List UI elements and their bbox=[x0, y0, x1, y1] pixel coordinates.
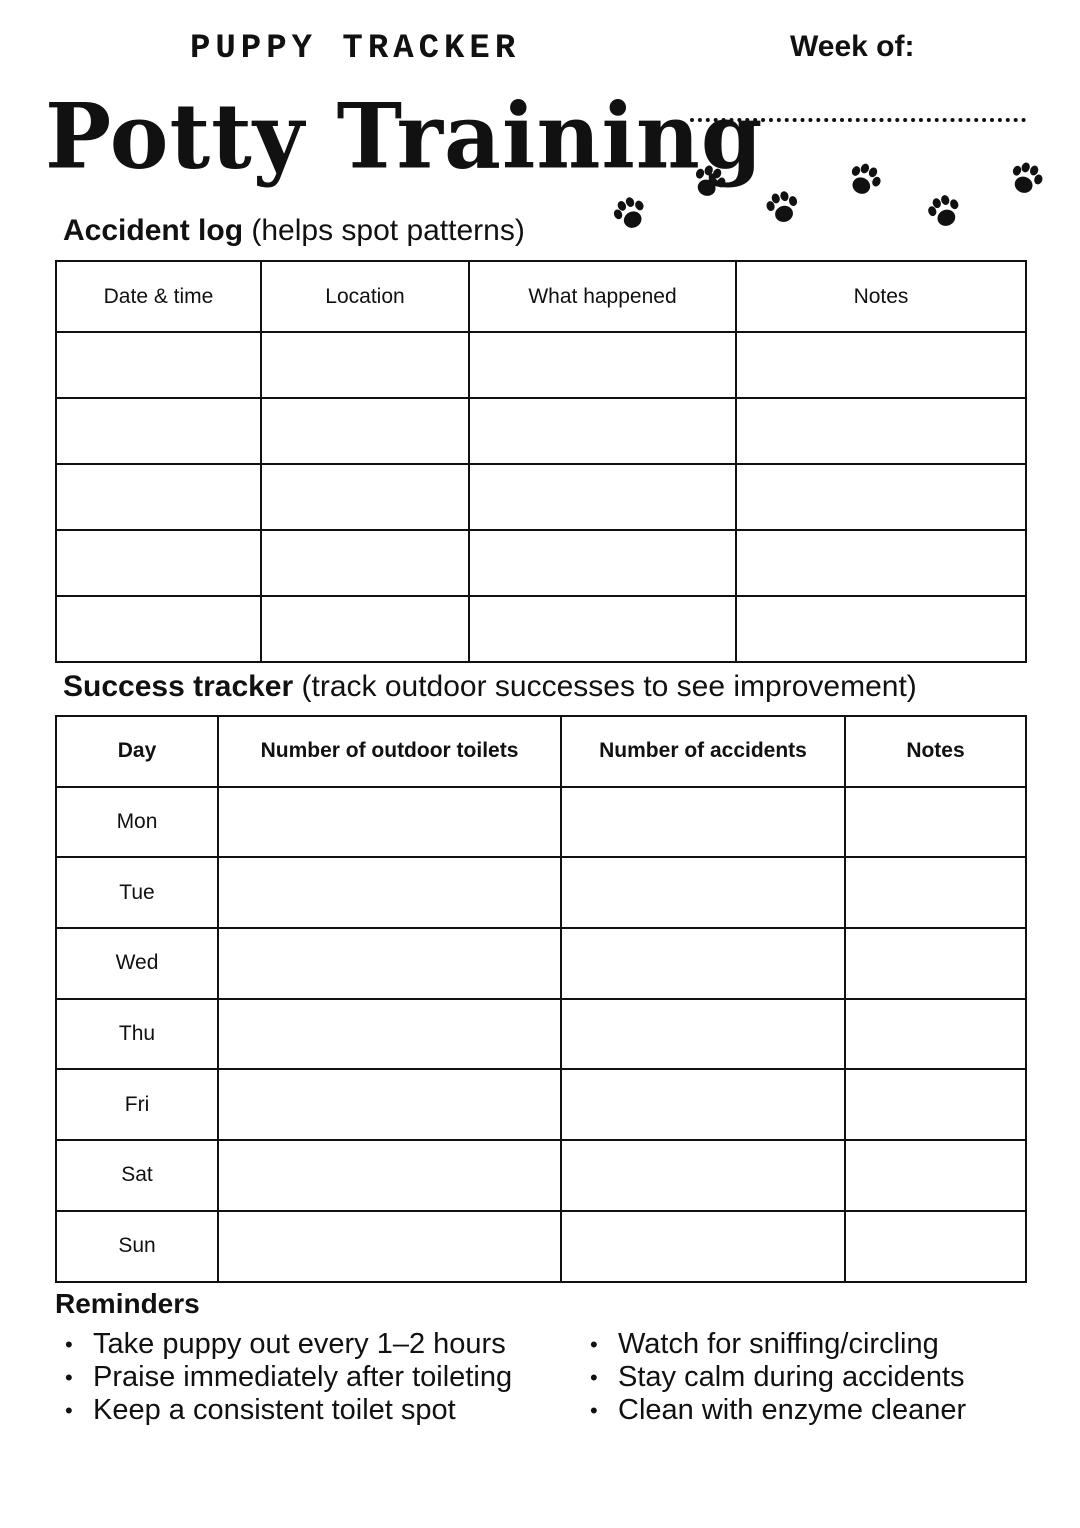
outdoor-toilets-cell[interactable] bbox=[218, 999, 561, 1070]
notes-cell[interactable] bbox=[845, 857, 1026, 928]
outdoor-toilets-cell[interactable] bbox=[218, 857, 561, 928]
accident-log-heading-title: Accident log bbox=[63, 214, 244, 247]
notes-cell[interactable] bbox=[736, 530, 1026, 596]
notes-cell[interactable] bbox=[845, 1069, 1026, 1140]
column-header-date-time: Date & time bbox=[56, 261, 261, 332]
day-cell: Sat bbox=[56, 1140, 218, 1211]
location-cell[interactable] bbox=[261, 530, 469, 596]
table-row bbox=[56, 857, 1026, 928]
notes-cell[interactable] bbox=[736, 464, 1026, 530]
table-row bbox=[56, 787, 1026, 858]
date-time-cell[interactable] bbox=[56, 530, 261, 596]
list-item: • Keep a consistent toilet spot bbox=[93, 1394, 613, 1427]
what-happened-cell[interactable] bbox=[469, 464, 736, 530]
table-row bbox=[56, 1211, 1026, 1282]
outdoor-toilets-cell[interactable] bbox=[218, 1211, 561, 1282]
table-row bbox=[56, 398, 1026, 464]
paw-prints bbox=[600, 150, 1060, 240]
day-cell: Thu bbox=[56, 999, 218, 1070]
column-header-day: Day bbox=[56, 716, 218, 787]
list-item: • Watch for sniffing/circling bbox=[618, 1328, 1080, 1361]
column-header-notes: Notes bbox=[736, 261, 1026, 332]
week-of-label: Week of: bbox=[790, 30, 915, 63]
table-row bbox=[56, 1069, 1026, 1140]
outdoor-toilets-cell[interactable] bbox=[218, 787, 561, 858]
date-time-cell[interactable] bbox=[56, 596, 261, 662]
accident-log-heading bbox=[63, 214, 525, 248]
success-tracker-heading bbox=[63, 670, 917, 704]
outdoor-toilets-cell[interactable] bbox=[218, 928, 561, 999]
table-row bbox=[56, 999, 1026, 1070]
success-tracker-header-row bbox=[56, 716, 1026, 787]
notes-cell[interactable] bbox=[845, 999, 1026, 1070]
success-tracker-heading-title: Success tracker bbox=[63, 670, 294, 703]
what-happened-cell[interactable] bbox=[469, 596, 736, 662]
date-time-cell[interactable] bbox=[56, 464, 261, 530]
table-row bbox=[56, 596, 1026, 662]
list-item: • Praise immediately after toileting bbox=[93, 1361, 613, 1394]
table-row bbox=[56, 928, 1026, 999]
table-row bbox=[56, 530, 1026, 596]
table-row bbox=[56, 332, 1026, 398]
paw-print-icon bbox=[844, 159, 885, 199]
accident-log-heading-note: (helps spot patterns) bbox=[251, 214, 525, 247]
outdoor-toilets-cell[interactable] bbox=[218, 1069, 561, 1140]
location-cell[interactable] bbox=[261, 596, 469, 662]
kicker-text: PUPPY TRACKER bbox=[190, 30, 521, 68]
location-cell[interactable] bbox=[261, 398, 469, 464]
notes-cell[interactable] bbox=[845, 928, 1026, 999]
reminders-list-right bbox=[580, 1328, 1080, 1427]
accidents-cell[interactable] bbox=[561, 1211, 845, 1282]
list-item: • Take puppy out every 1–2 hours bbox=[93, 1328, 613, 1361]
day-cell: Sun bbox=[56, 1211, 218, 1282]
accidents-cell[interactable] bbox=[561, 1069, 845, 1140]
success-tracker-heading-note: (track outdoor successes to see improvement) bbox=[301, 670, 917, 703]
day-cell: Tue bbox=[56, 857, 218, 928]
column-header-accidents: Number of accidents bbox=[561, 716, 845, 787]
date-time-cell[interactable] bbox=[56, 398, 261, 464]
column-header-notes: Notes bbox=[845, 716, 1026, 787]
location-cell[interactable] bbox=[261, 332, 469, 398]
paw-print-icon bbox=[610, 193, 651, 233]
date-time-cell[interactable] bbox=[56, 332, 261, 398]
table-row bbox=[56, 464, 1026, 530]
paw-print-icon bbox=[1007, 159, 1046, 198]
column-header-location: Location bbox=[261, 261, 469, 332]
accident-log-table bbox=[55, 260, 1027, 663]
outdoor-toilets-cell[interactable] bbox=[218, 1140, 561, 1211]
location-cell[interactable] bbox=[261, 464, 469, 530]
paw-print-icon bbox=[925, 192, 964, 231]
day-cell: Fri bbox=[56, 1069, 218, 1140]
accidents-cell[interactable] bbox=[561, 999, 845, 1070]
notes-cell[interactable] bbox=[736, 398, 1026, 464]
what-happened-cell[interactable] bbox=[469, 530, 736, 596]
page-title: Potty Training bbox=[45, 82, 764, 190]
reminders-heading: Reminders bbox=[55, 1288, 200, 1319]
column-header-what-happened: What happened bbox=[469, 261, 736, 332]
what-happened-cell[interactable] bbox=[469, 332, 736, 398]
table-row bbox=[56, 1140, 1026, 1211]
notes-cell[interactable] bbox=[845, 787, 1026, 858]
paw-print-icon bbox=[764, 188, 802, 225]
week-of-field[interactable] bbox=[690, 118, 1026, 122]
accidents-cell[interactable] bbox=[561, 928, 845, 999]
what-happened-cell[interactable] bbox=[469, 398, 736, 464]
accidents-cell[interactable] bbox=[561, 1140, 845, 1211]
reminders-list-left bbox=[55, 1328, 613, 1427]
notes-cell[interactable] bbox=[736, 596, 1026, 662]
notes-cell[interactable] bbox=[845, 1140, 1026, 1211]
accidents-cell[interactable] bbox=[561, 857, 845, 928]
notes-cell[interactable] bbox=[736, 332, 1026, 398]
paw-print-icon bbox=[690, 162, 729, 201]
column-header-outdoor-toilets: Number of outdoor toilets bbox=[218, 716, 561, 787]
success-tracker-table bbox=[55, 715, 1027, 1283]
accidents-cell[interactable] bbox=[561, 787, 845, 858]
day-cell: Wed bbox=[56, 928, 218, 999]
notes-cell[interactable] bbox=[845, 1211, 1026, 1282]
list-item: • Clean with enzyme cleaner bbox=[618, 1394, 1080, 1427]
day-cell: Mon bbox=[56, 787, 218, 858]
list-item: • Stay calm during accidents bbox=[618, 1361, 1080, 1394]
accident-log-header-row bbox=[56, 261, 1026, 332]
